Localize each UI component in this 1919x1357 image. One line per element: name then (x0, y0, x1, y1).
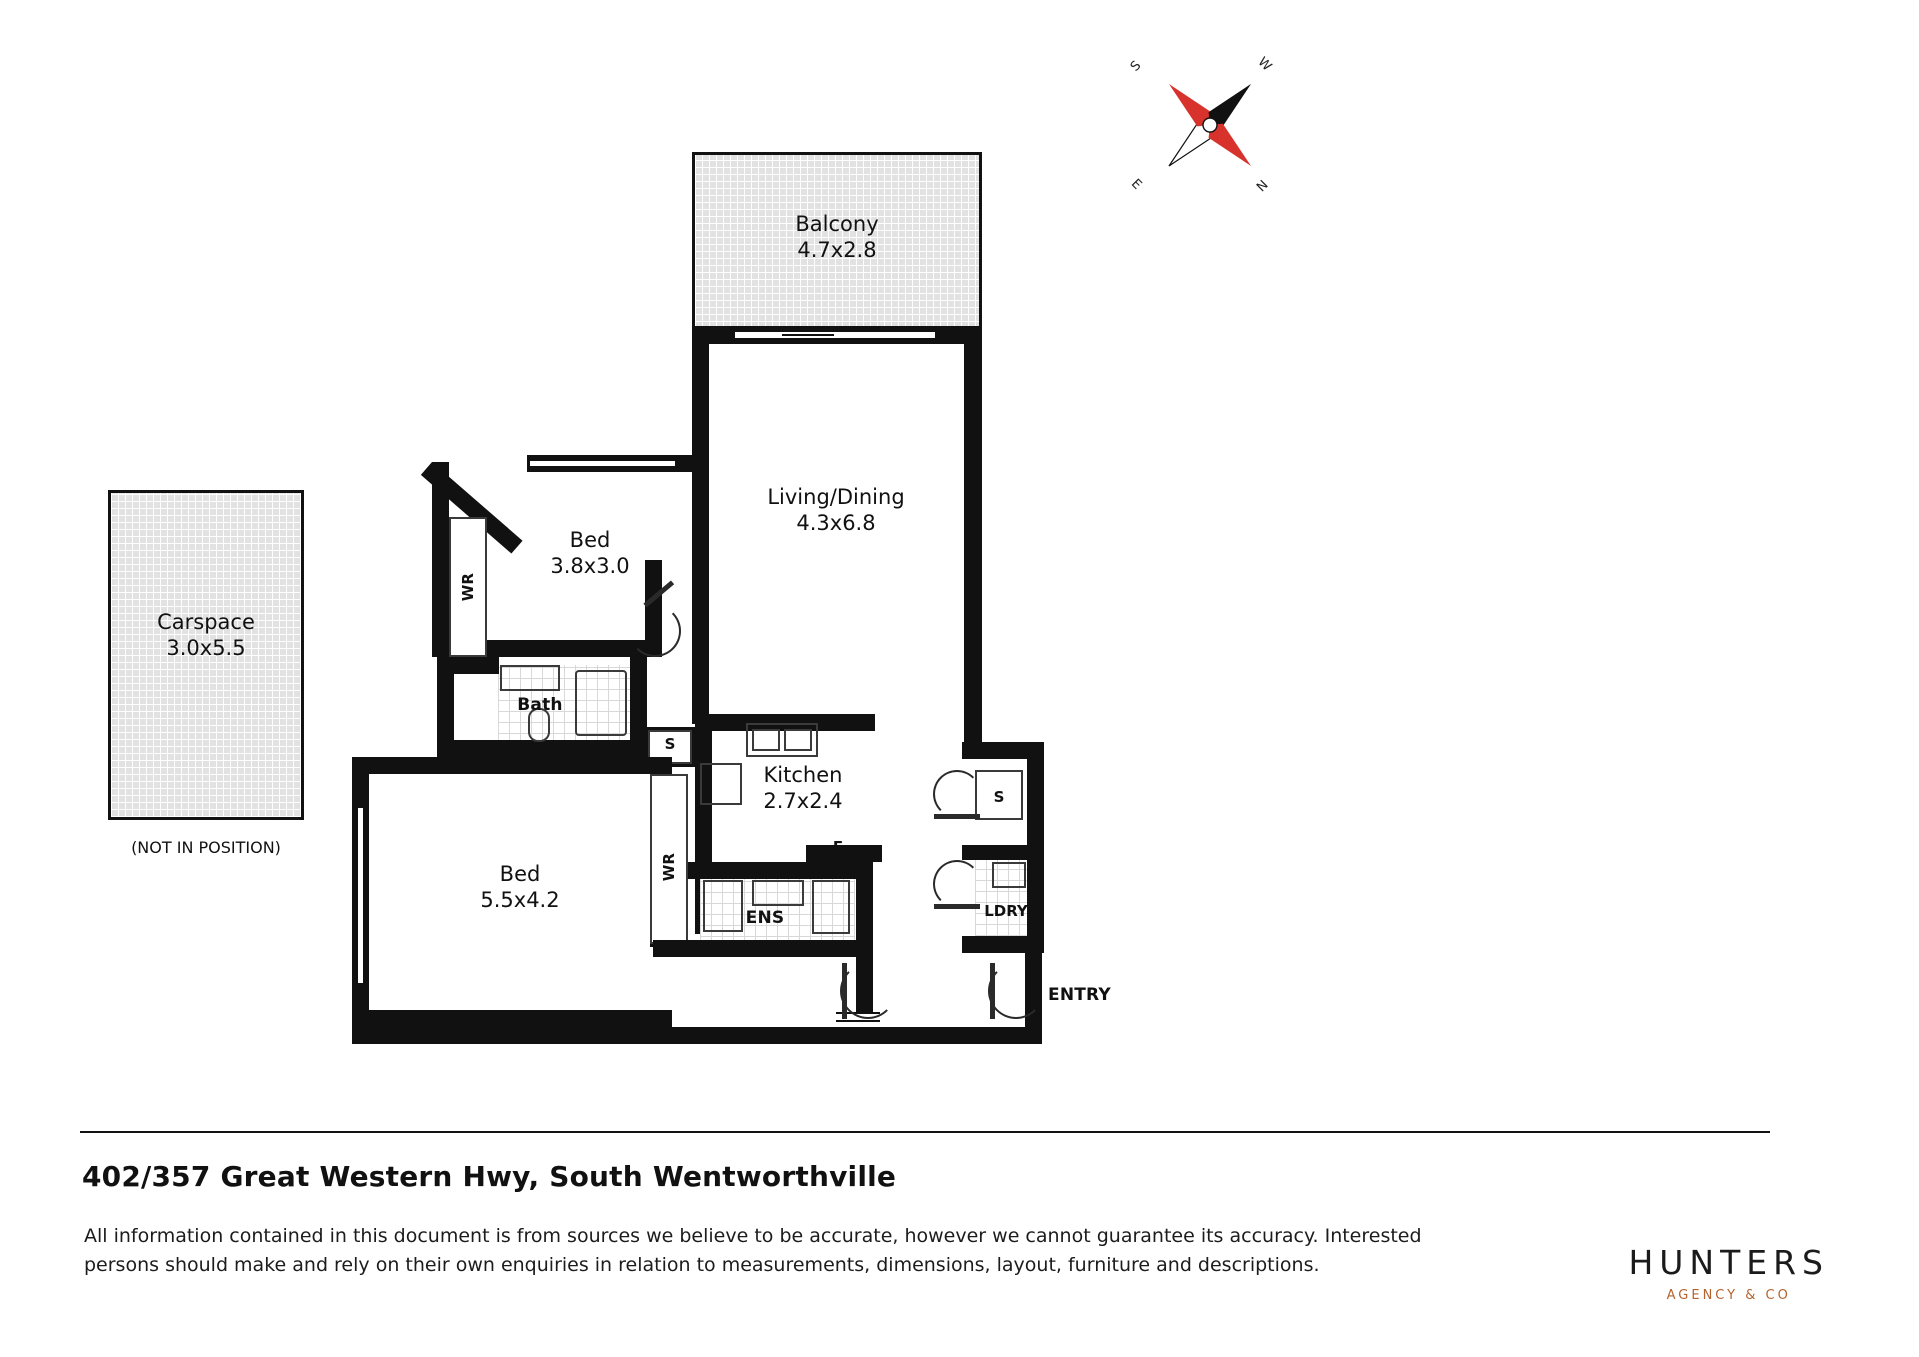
wall-entry-south (352, 1027, 1042, 1044)
wardrobe-bed1-label: WR (458, 573, 477, 602)
wall-ens-north (688, 862, 873, 879)
agency-logo (1628, 1243, 1829, 1303)
entry-door-arc (988, 963, 1044, 1019)
compass-label-north: N (1254, 177, 1272, 196)
hall-store-door-arc (933, 770, 981, 818)
hall-store-label: S (993, 788, 1005, 806)
bed2-window-west (356, 808, 365, 983)
wall-bed2-north (352, 757, 672, 774)
wall-bed1-west (432, 462, 449, 657)
disclaimer-text: All information contained in this document is from sources we believe to be accurate, however we cannot guarantee its accuracy. Interested persons should make and rely on their own enquiries in relation to measurements, dimensions, layout, furniture and descriptions. (84, 1225, 1422, 1277)
wall-living-east (964, 326, 982, 751)
compass-icon (1140, 55, 1280, 195)
kitchen-label: Kitchen 2.7x2.4 (763, 763, 843, 813)
ens-vanity (752, 880, 804, 906)
living-label: Living/Dining 4.3x6.8 (767, 485, 905, 535)
kitchen-sink-basin-2 (784, 729, 812, 751)
compass-label-west: W (1254, 54, 1275, 75)
wall-bed2-south (352, 1010, 672, 1027)
balcony-sliding-door (735, 330, 935, 340)
entry-door-leaf (990, 963, 995, 1019)
footer-divider (80, 1131, 1770, 1133)
entry-label: ENTRY (1048, 985, 1111, 1005)
wall-hall-store-east (1027, 742, 1044, 852)
hall-store-door-leaf (934, 814, 980, 819)
compass-label-east: E (1127, 176, 1145, 193)
bath-vanity (500, 665, 560, 691)
kitchen-sink-basin-1 (752, 729, 780, 751)
ldry-tub (992, 862, 1026, 888)
store-kitchen-label: S (664, 735, 676, 753)
ldry-label: LDRY (984, 902, 1028, 920)
bath-label: Bath (517, 695, 563, 715)
carspace-label: Carspace 3.0x5.5 (157, 610, 255, 660)
wall-ens-south (653, 940, 873, 957)
slider-arrow (782, 334, 834, 336)
compass-rose (1127, 54, 1280, 196)
wall-bath-south (437, 740, 647, 757)
wall-living-west-lower (692, 444, 709, 724)
bed2-label: Bed 5.5x4.2 (480, 862, 560, 912)
ens-label: ENS (745, 908, 785, 928)
agency-name: HUNTERS (1628, 1243, 1829, 1282)
bed1-label: Bed 3.8x3.0 (550, 528, 630, 578)
wall-kitchen-south (806, 845, 882, 862)
balcony-label: Balcony 4.7x2.8 (795, 212, 879, 262)
bed1-door-arc (629, 605, 681, 657)
wall-stub-ens-entry (856, 953, 873, 1013)
wall-living-west-upper (692, 344, 709, 444)
property-address: 402/357 Great Western Hwy, South Wentworthville (82, 1160, 897, 1193)
carspace-note: (NOT IN POSITION) (131, 838, 281, 857)
wall-ens-east (856, 862, 873, 957)
ldry-door-arc (933, 860, 981, 908)
wardrobe-bed2-label: WR (659, 853, 678, 882)
wall-ldry-east (1027, 845, 1044, 953)
compass-label-south: S (1127, 58, 1145, 75)
bed1-window-north (530, 459, 675, 468)
bed2-door-leaf (842, 963, 847, 1019)
ldry-door-leaf (934, 904, 980, 909)
agency-tagline: AGENCY & CO (1666, 1288, 1791, 1303)
